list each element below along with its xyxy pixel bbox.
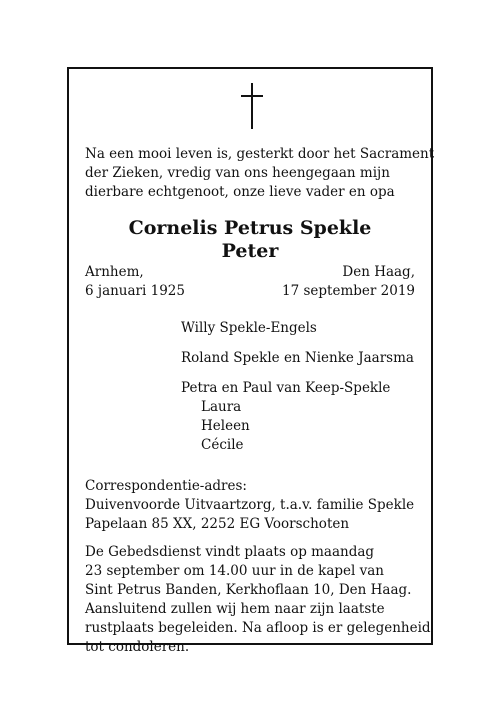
birth-date: 6 januari 1925 xyxy=(85,283,185,299)
intro-line: dierbare echtgenoot, onze lieve vader en opa xyxy=(85,184,395,200)
address-line: Duivenvoorde Uitvaartzorg, t.a.v. familie Spekle xyxy=(85,497,415,513)
child-family-1: Roland Spekle en Nienke Jaarsma xyxy=(181,350,414,366)
spouse-name: Willy Spekle-Engels xyxy=(181,320,317,336)
grandchild-name: Cécile xyxy=(201,437,244,453)
service-line: tot condoleren. xyxy=(85,639,190,655)
intro-line: Na een mooi leven is, gesterkt door het Sacrament xyxy=(85,146,435,162)
intro-line: der Zieken, vredig van ons heengegaan mijn xyxy=(85,165,390,181)
child-family-2: Petra en Paul van Keep-Spekle xyxy=(181,380,391,396)
service-line: Sint Petrus Banden, Kerkhoflaan 10, Den Haag. xyxy=(85,582,412,598)
birth-info xyxy=(85,263,185,301)
service-line: Aansluitend zullen wij hem naar zijn laatste xyxy=(85,601,385,617)
obituary-card xyxy=(67,67,435,655)
service-line: 23 september om 14.00 uur in de kapel van xyxy=(85,563,384,579)
address-line: Correspondentie-adres: xyxy=(85,478,247,494)
death-date: 17 september 2019 xyxy=(282,283,415,299)
deceased-name: Cornelis Petrus Spekle xyxy=(128,217,372,239)
grandchild-name: Heleen xyxy=(201,418,250,434)
death-place: Den Haag, xyxy=(342,264,415,280)
grandchild-name: Laura xyxy=(201,399,242,415)
correspondence-address xyxy=(85,477,414,534)
service-details xyxy=(85,543,431,657)
death-info xyxy=(282,263,415,301)
deceased-nickname: Peter xyxy=(221,240,279,262)
cross-icon xyxy=(241,83,263,129)
address-line: Papelaan 85 XX, 2252 EG Voorschoten xyxy=(85,516,350,532)
intro-text xyxy=(85,145,434,202)
service-line: De Gebedsdienst vindt plaats op maandag xyxy=(85,544,375,560)
service-line: rustplaats begeleiden. Na afloop is er gelegenheid xyxy=(85,620,431,636)
birth-place: Arnhem, xyxy=(85,264,144,280)
